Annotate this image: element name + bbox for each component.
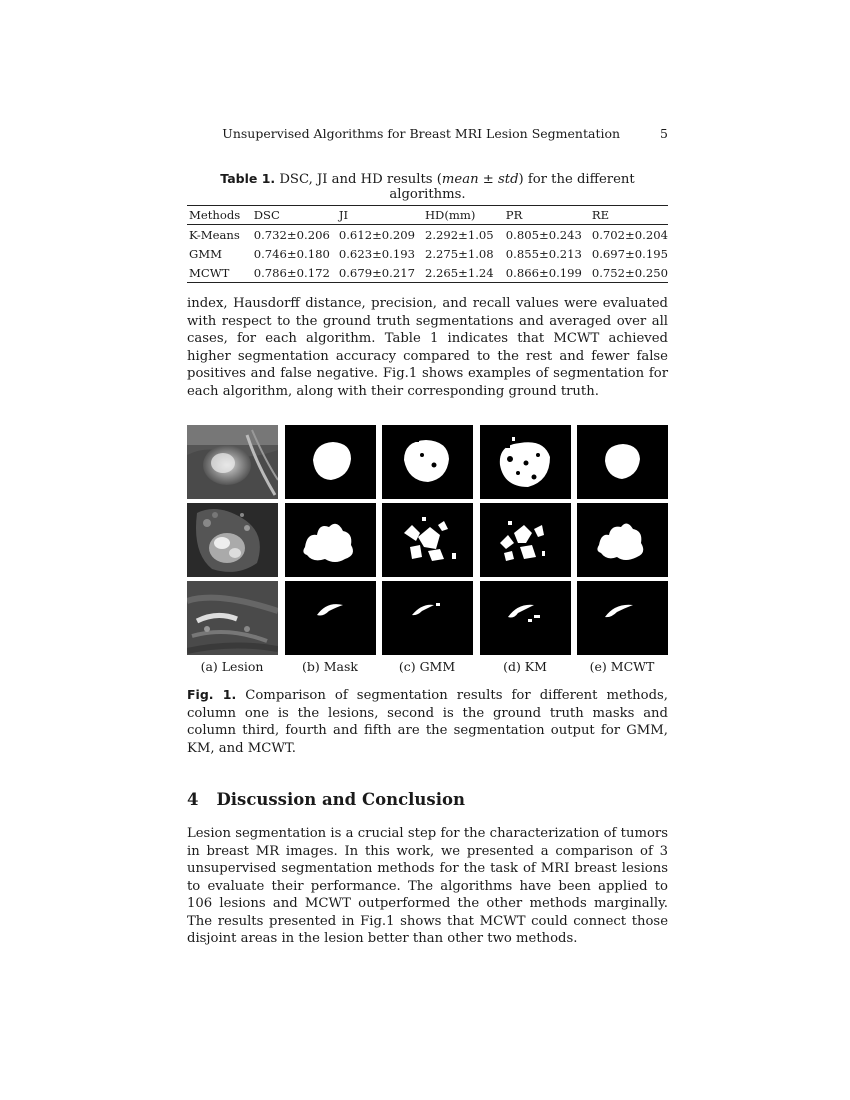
- figure-caption-label: Fig. 1.: [187, 687, 237, 702]
- lesion-image: [187, 503, 278, 577]
- table-caption: [187, 171, 668, 202]
- running-title: Unsupervised Algorithms for Breast MRI Lesion Segmentation: [222, 126, 621, 141]
- table-row: [187, 244, 668, 263]
- header-dsc: DSC: [253, 208, 280, 222]
- lesion-image: [187, 425, 278, 499]
- table-cell: 2.265±1.24: [424, 265, 494, 280]
- table-cell: 0.805±0.243: [505, 227, 582, 242]
- km-image: [480, 425, 571, 499]
- running-head: [187, 126, 668, 141]
- mcwt-image: [577, 503, 668, 577]
- table-cell: 2.292±1.05: [424, 227, 494, 242]
- section-title: Discussion and Conclusion: [216, 790, 465, 809]
- header-ji: JI: [338, 208, 349, 222]
- table-cell: 0.679±0.217: [338, 265, 415, 280]
- section-heading: [187, 790, 465, 809]
- table-header-row: [187, 206, 668, 225]
- table-row: [187, 263, 668, 283]
- figure-caption-text: Comparison of segmentation results for different methods, column one is the lesions, second is the ground truth masks and column third, fourth and fifth are the segmentation output for GMM, KM, and MCWT.: [187, 688, 668, 756]
- km-image: [480, 503, 571, 577]
- body-paragraph: Lesion segmentation is a crucial step for the characterization of tumors in breast MR images. In this work, we presented a comparison of 3 unsupervised segmentation methods for the task of MRI breast lesions to evaluate their performance. The algorithms have been applied to 106 lesions and MCWT outperformed the other methods marginally. The results presented in Fig.1 shows that MCWT could connect those disjoint areas in the lesion better than other two methods.: [187, 826, 668, 946]
- table-cell: 0.855±0.213: [505, 246, 582, 261]
- mask-image: [285, 425, 376, 499]
- table-cell: 0.866±0.199: [505, 265, 582, 280]
- subcaption-mcwt: (e) MCWT: [589, 659, 655, 674]
- table-cell: 0.786±0.172: [253, 265, 330, 280]
- table-cell: 2.275±1.08: [424, 246, 494, 261]
- table-caption-italic: mean ± std: [441, 172, 519, 187]
- table-cell: 0.702±0.204: [591, 227, 668, 242]
- subcaption-lesion: (a) Lesion: [200, 659, 264, 674]
- section-number: 4: [187, 790, 199, 809]
- mcwt-image: [577, 581, 668, 655]
- table-cell: 0.732±0.206: [253, 227, 330, 242]
- body-paragraph: index, Hausdorff distance, precision, and recall values were evaluated with respect to the ground truth segmentations and averaged over all cases, for each algorithm. Table 1 indicates that MCWT achieved higher segmentation accuracy compared to the rest and fewer false positives and false negative. Fig.1 shows examples of segmentation for each algorithm, along with their corresponding ground truth.: [187, 296, 668, 399]
- results-table-block: [187, 171, 668, 283]
- header-re: RE: [591, 208, 610, 222]
- table-caption-label: Table 1.: [220, 171, 276, 186]
- header-methods: Methods: [189, 208, 241, 222]
- page-number: 5: [660, 126, 668, 141]
- table-caption-post: ) for the different algorithms.: [389, 172, 635, 202]
- subcaption-km: (d) KM: [503, 659, 547, 674]
- km-image: [480, 581, 571, 655]
- mcwt-image: [577, 425, 668, 499]
- gmm-image: [382, 503, 473, 577]
- figure-caption: [187, 686, 668, 757]
- table-cell: 0.697±0.195: [591, 246, 668, 261]
- table-cell: 0.746±0.180: [253, 246, 330, 261]
- table-cell: MCWT: [189, 265, 230, 280]
- mask-image: [285, 503, 376, 577]
- gmm-image: [382, 581, 473, 655]
- lesion-image: [187, 581, 278, 655]
- table-cell: GMM: [189, 246, 223, 261]
- header-pr: PR: [505, 208, 523, 222]
- gmm-image: [382, 425, 473, 499]
- results-table: [187, 205, 668, 283]
- table-cell: 0.623±0.193: [338, 246, 415, 261]
- header-hd: HD(mm): [424, 208, 476, 222]
- table-cell: 0.752±0.250: [591, 265, 668, 280]
- table-cell: 0.612±0.209: [338, 227, 415, 242]
- mask-image: [285, 581, 376, 655]
- table-cell: K-Means: [189, 227, 240, 242]
- subcaption-gmm: (c) GMM: [398, 659, 456, 674]
- table-row: [187, 225, 668, 245]
- subcaption-mask: (b) Mask: [302, 659, 358, 674]
- table-caption-pre: DSC, JI and HD results (: [279, 172, 442, 187]
